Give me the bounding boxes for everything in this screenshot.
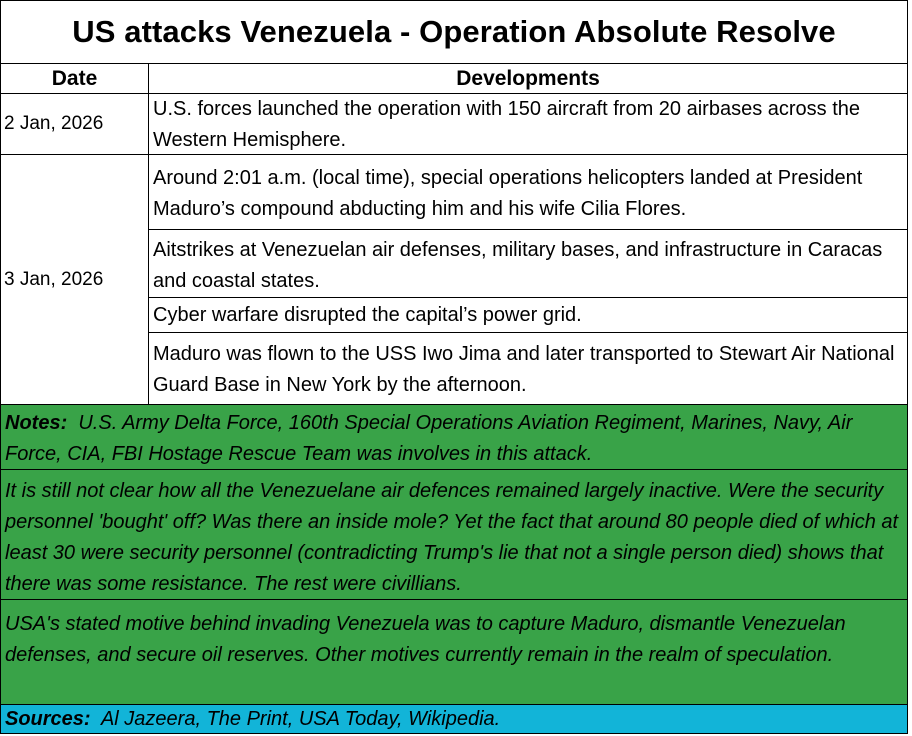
development-cell: Maduro was flown to the USS Iwo Jima and later transported to Stewart Air National Guard Base in New York by the afternoon. <box>148 332 908 405</box>
notes-paragraph-3: USA's stated motive behind invading Venezuela was to capture Maduro, dismantle Venezuelan defenses, and secure oil reserves. Other motives currently remain in the realm of speculation. <box>0 599 908 705</box>
sources-label: Sources: <box>5 708 91 730</box>
row-date-3jan: 3 Jan, 2026 <box>0 154 149 405</box>
development-cell: Cyber warfare disrupted the capital’s power grid. <box>148 297 908 333</box>
date-column-header: Date <box>0 63 149 94</box>
notes-cell <box>0 404 908 470</box>
development-cell: Aitstrikes at Venezuelan air defenses, military bases, and infrastructure in Caracas and coastal states. <box>148 229 908 298</box>
developments-column-header: Developments <box>148 63 908 94</box>
development-cell: U.S. forces launched the operation with 150 aircraft from 20 airbases across the Western Hemisphere. <box>148 93 908 155</box>
table-title: US attacks Venezuela - Operation Absolute Resolve <box>0 0 908 64</box>
notes-paragraph-2: It is still not clear how all the Venezuelane air defences remained largely inactive. Were the security personnel 'bought' off? Was there an inside mole? Yet the fact that around 80 people died of which at least 30 were security personnel (contradicting Trump's lie that not a single person died) shows that there was some resistance. The rest were civillians. <box>0 469 908 600</box>
sources-text: Al Jazeera, The Print, USA Today, Wikipedia. <box>100 708 501 730</box>
notes-label: Notes: <box>5 412 68 434</box>
notes-text: U.S. Army Delta Force, 160th Special Operations Aviation Regiment, Marines, Navy, Air Force, CIA, FBI Hostage Rescue Team was involves in this attack. <box>5 412 853 465</box>
sources-cell <box>0 704 908 734</box>
row-date-2jan: 2 Jan, 2026 <box>0 93 149 155</box>
development-cell: Around 2:01 a.m. (local time), special operations helicopters landed at President Maduro’s compound abducting him and his wife Cilia Flores. <box>148 154 908 230</box>
